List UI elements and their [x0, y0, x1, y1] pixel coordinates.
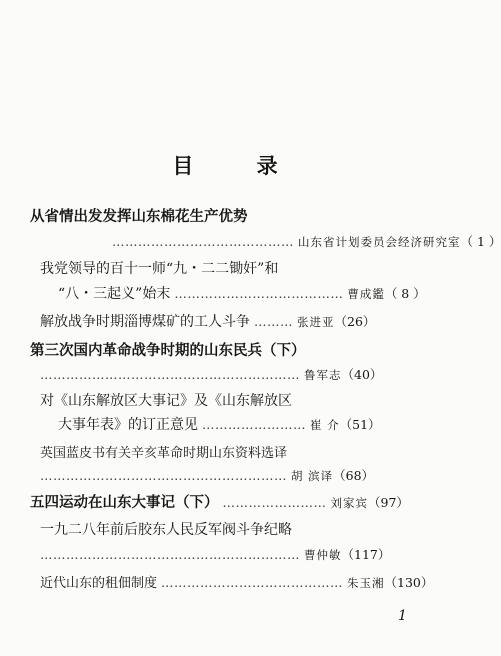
toc-entry-title: 从省情出发发挥山东棉花生产优势 — [30, 209, 248, 225]
toc-entry-page: （ 8 ） — [384, 286, 426, 301]
toc-entry-leader — [112, 233, 501, 251]
leader-dots: ……… — [254, 314, 293, 329]
toc-entry-leader — [30, 494, 409, 512]
toc-entry-page: （40） — [341, 367, 383, 382]
toc-entry-author: 山东省计划委员会经济研究室 — [298, 235, 461, 249]
toc-entry-author: 朱玉湘 — [347, 576, 385, 590]
toc-entry-leader — [40, 366, 382, 384]
toc-entry-page: （97） — [368, 495, 409, 510]
leader-dots: ………………………………………………… — [40, 468, 287, 483]
toc-entry-author: 崔 介 — [310, 418, 340, 432]
leader-dots: …………………………………… — [161, 575, 344, 590]
toc-entry-leader — [40, 467, 374, 485]
toc-entry-leader — [40, 313, 375, 331]
toc-entry-title: 解放战争时期淄博煤矿的工人斗争 — [40, 314, 250, 330]
toc-heading: 目 录 — [172, 154, 306, 178]
toc-entry-leader — [58, 416, 381, 434]
toc-entry-title: 一九二八年前后胶东人民反军阀斗争纪略 — [40, 522, 292, 538]
toc-entry-author: 曹成鑑 — [347, 287, 385, 301]
toc-entry-title: 第三次国内革命战争时期的山东民兵（下） — [30, 343, 306, 359]
toc-entry-title-cont: 大事年表》的订正意见 — [58, 417, 198, 433]
toc-entry-author: 张进亚 — [297, 315, 335, 329]
leader-dots: …………………… — [202, 417, 306, 432]
leader-dots: …………………………………………………… — [40, 367, 300, 382]
toc-entry-leader — [40, 546, 390, 564]
toc-entry-page: （130） — [384, 575, 434, 590]
toc-entry-author: 刘家宾 — [330, 496, 368, 510]
toc-entry-author: 鲁军志 — [304, 368, 342, 382]
toc-entry-page: （68） — [333, 468, 375, 483]
toc-entry-title-cont: “八・三起义”始末 — [58, 286, 171, 302]
toc-entry-title: 英国蓝皮书有关辛亥革命时期山东资料选译 — [40, 446, 288, 461]
toc-entry-page: （ 1 ） — [460, 234, 501, 249]
page-number: 1 — [398, 608, 407, 624]
toc-entry-author: 胡 滨译 — [291, 469, 334, 483]
toc-entry-title: 我党领导的百十一师“九・二二锄奸”和 — [40, 261, 279, 277]
leader-dots: ………………………………… — [174, 286, 344, 301]
toc-entry-title: 对《山东解放区大事记》及《山东解放区 — [40, 393, 292, 409]
toc-entry-title: 近代山东的租佃制度 — [40, 576, 158, 591]
toc-entry-page: （51） — [339, 417, 381, 432]
toc-entry-leader — [58, 285, 426, 303]
toc-entry-leader — [40, 574, 433, 593]
leader-dots: …………………………………… — [112, 234, 294, 249]
toc-entry-page: （117） — [341, 547, 391, 562]
toc-entry-page: （26） — [334, 314, 376, 329]
leader-dots: …………………… — [222, 495, 327, 510]
toc-entry-title: 五四运动在山东大事记（下） — [30, 495, 219, 511]
toc-entry-author: 曹仲敏 — [304, 548, 342, 562]
leader-dots: …………………………………………………… — [40, 547, 300, 562]
